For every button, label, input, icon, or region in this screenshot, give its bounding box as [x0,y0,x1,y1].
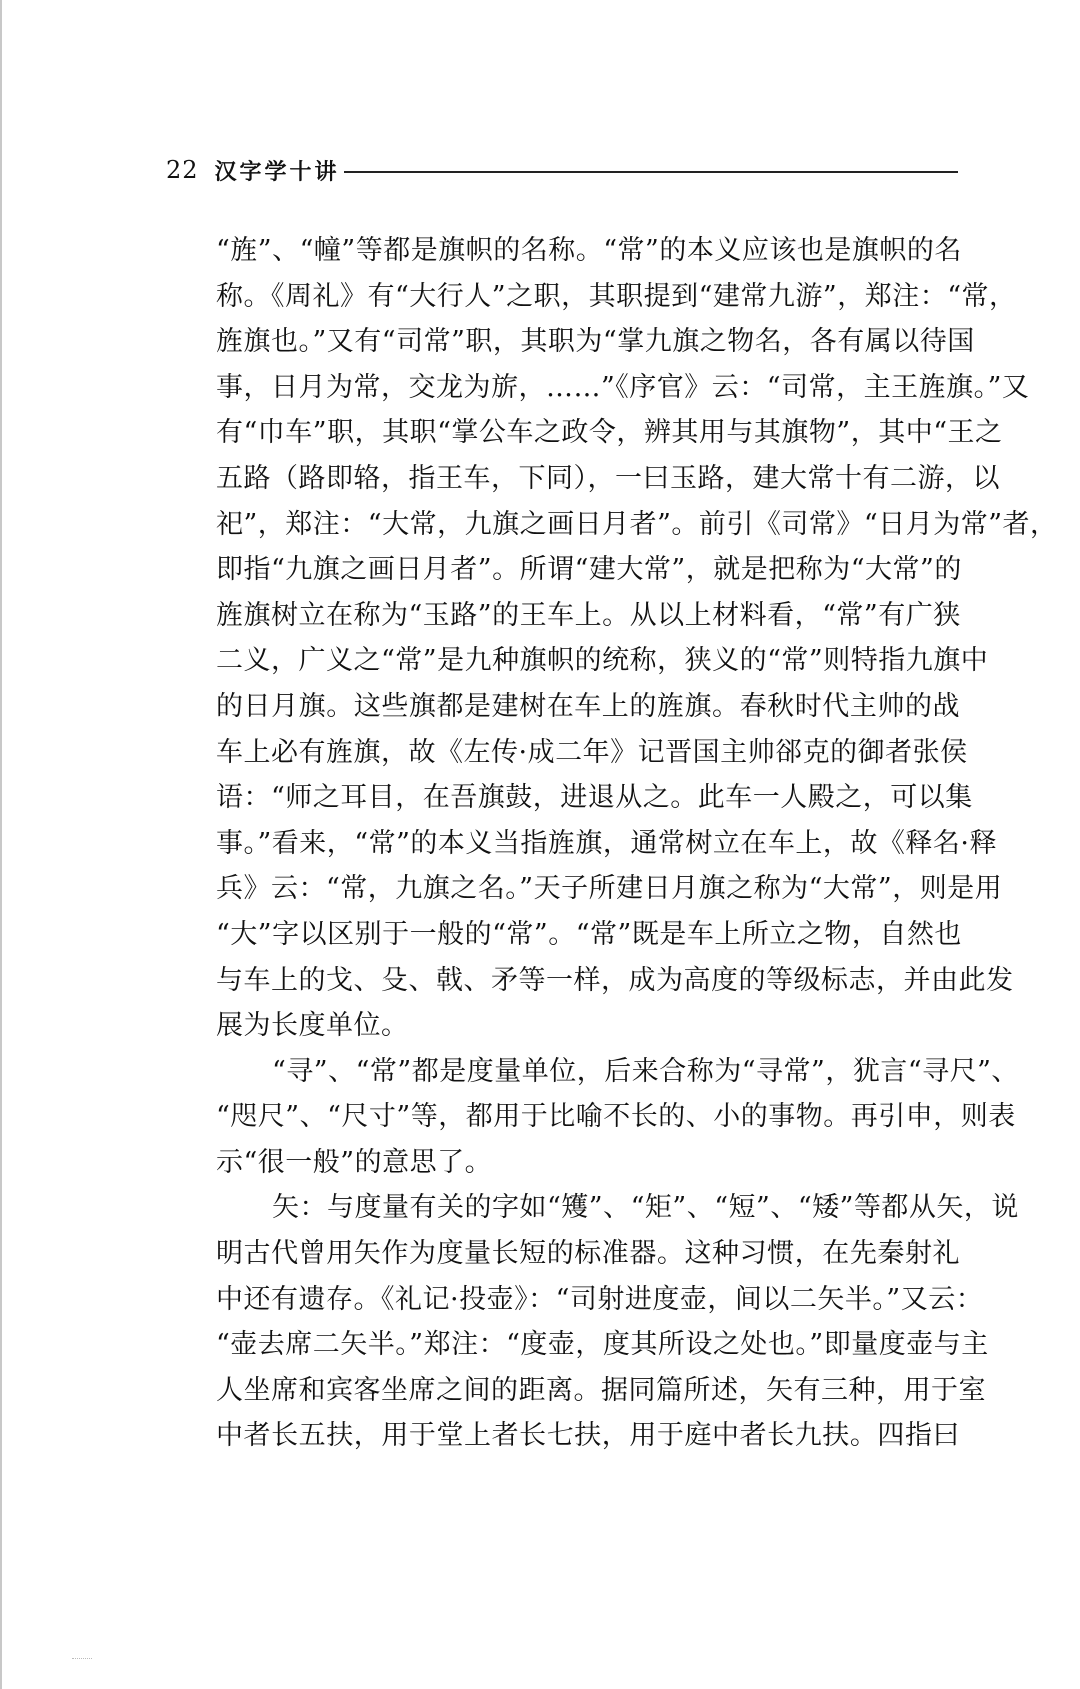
paragraph-end-line: 展为长度单位。 [216,1010,409,1042]
text-line: “咫尺”、“尺寸”等，都用于比喻不长的、小的事物。再引申，则表 [216,1101,1016,1133]
text-line: “壶去席二矢半。”郑注：“度壶，度其所设之处也。”即量度壶与主 [216,1329,989,1361]
text-line: 事。”看来，“常”的本义当指旌旗，通常树立在车上，故《释名·释 [216,827,997,859]
page-number: 22 [166,156,199,184]
text-line: 旌旗也。”又有“司常”职，其职为“掌九旗之物名，各有属以待国 [216,326,975,358]
text-line: “旌”、“幢”等都是旗帜的名称。“常”的本义应该也是旗帜的名 [216,235,962,266]
text-line: 兵》云：“常，九旗之名。”天子所建日月旗之称为“大常”，则是用 [216,873,1003,905]
text-line: 有“巾车”职，其职“掌公车之政令，辨其用与其旗物”，其中“王之 [216,417,1003,449]
text-line: 事，日月为常，交龙为旂，……”《序官》云：“司常，主王旌旗。”又 [216,371,1030,403]
text-line: 中还有遗存。《礼记·投壶》：“司射进度壶，间以二矢半。”又云： [216,1283,984,1315]
text-line: 称。《周礼》有“大行人”之职，其职提到“建常九游”，郑注：“常， [216,280,1017,312]
paragraph-start-line: “寻”、“常”都是度量单位，后来合称为“寻常”，犹言“寻尺”、 [272,1055,1019,1087]
scan-corner-mark [72,1652,92,1659]
scan-edge-shadow [0,0,2,1689]
text-line: 即指“九旗之画日月者”。所谓“建大常”，就是把称为“大常”的 [216,554,962,586]
text-line: 车上必有旌旗，故《左传·成二年》记晋国主帅郤克的御者张侯 [216,736,968,768]
running-header [166,150,958,190]
body-text [216,228,1058,1459]
text-line: “大”字以区别于一般的“常”。“常”既是车上所立之物，自然也 [216,918,962,950]
text-line: 中者长五扶，用于堂上者长七扶，用于庭中者长九扶。四指曰 [216,1420,960,1452]
text-line: 明古代曾用矢作为度量长短的标准器。这种习惯，在先秦射礼 [216,1238,960,1270]
text-line: 旌旗树立在称为“玉路”的王车上。从以上材料看，“常”有广狭 [216,599,961,631]
paragraph-start-line: 矢：与度量有关的字如“矱”、“矩”、“短”、“矮”等都从矢，说 [272,1192,1019,1224]
text-line: 二义，广义之“常”是九种旗帜的统称，狭义的“常”则特指九旗中 [216,645,989,677]
text-line: 与车上的戈、殳、戟、矛等一样，成为高度的等级标志，并由此发 [216,964,1014,996]
book-title: 汉字学十讲 [214,159,340,185]
text-line: 的日月旗。这些旗都是建树在车上的旌旗。春秋时代主帅的战 [216,690,960,722]
text-line: 祀”，郑注：“大常，九旗之画日月者”。前引《司常》“日月为常”者， [216,508,1058,540]
paragraph-end-line: 示“很一般”的意思了。 [216,1146,493,1178]
text-line: 人坐席和宾客坐席之间的距离。据同篇所述，矢有三种，用于室 [216,1374,986,1406]
text-line: 五路（路即辂，指王车，下同），一曰玉路，建大常十有二游，以 [216,462,1000,494]
header-rule [344,171,958,173]
text-line: 语：“师之耳目，在吾旗鼓，进退从之。此车一人殿之，可以集 [216,782,973,814]
